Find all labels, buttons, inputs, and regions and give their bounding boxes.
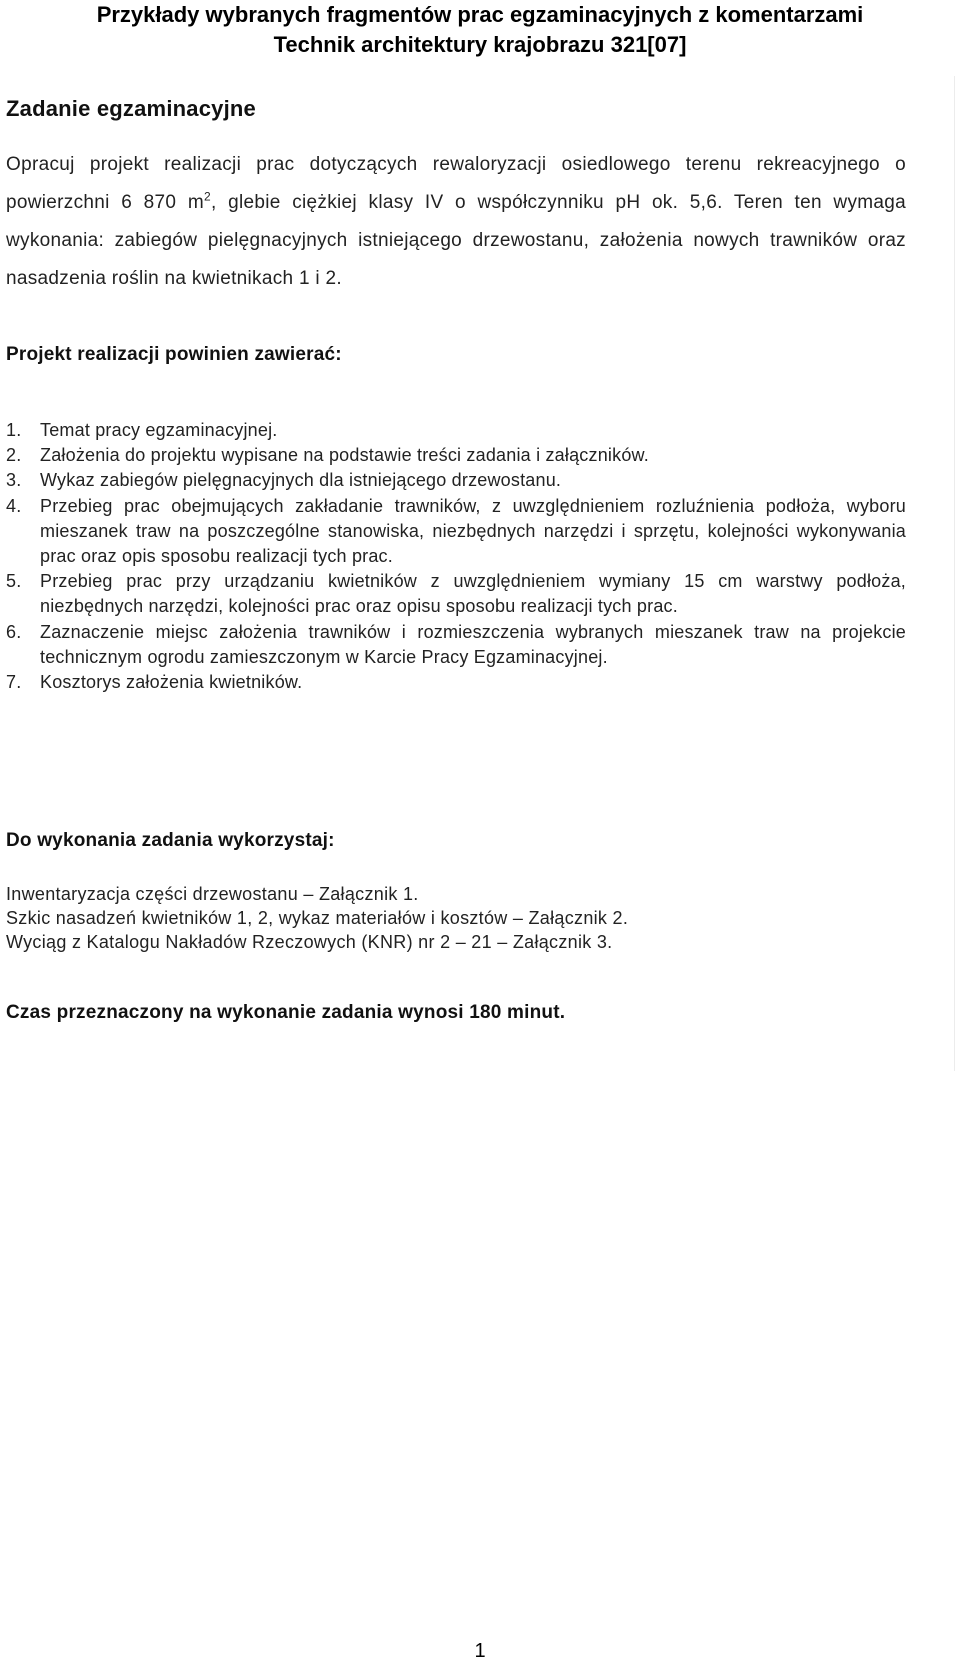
resources-list bbox=[6, 882, 628, 954]
list-item-number: 4. bbox=[6, 495, 22, 516]
list-item bbox=[6, 443, 906, 468]
scanned-exam-task bbox=[0, 76, 955, 1071]
list-item-number: 3. bbox=[6, 470, 22, 491]
list-item-text: Zaznaczenie miejsc założenia trawników i rozmieszczenia wybranych mieszanek traw na projekcie technicznym ogrodu zamieszczonym w Karcie Pracy Egzaminacyjnej. bbox=[40, 621, 906, 667]
list-item-text: Przebieg prac obejmujących zakładanie trawników, z uwzględnieniem rozluźnienia podłoża, wyboru mieszanek traw na poszczególne stanowiska, niezbędnych narzędzi i sprzętu, kolejności wykonywania prac oraz opis sposobu realizacji tych prac. bbox=[40, 495, 906, 567]
project-requirements-list bbox=[6, 418, 906, 695]
project-requirements-heading: Projekt realizacji powinien zawierać: bbox=[6, 344, 342, 365]
list-item-text: Założenia do projektu wypisane na podstawie treści zadania i załączników. bbox=[40, 445, 649, 466]
header-title: Przykłady wybranych fragmentów prac egzaminacyjnych z komentarzami bbox=[96, 2, 864, 27]
page-header bbox=[0, 0, 960, 60]
list-item-text: Temat pracy egzaminacyjnej. bbox=[40, 420, 278, 440]
resource-item: Inwentaryzacja części drzewostanu – Załącznik 1. bbox=[6, 884, 419, 904]
resource-item: Wyciąg z Katalogu Nakładów Rzeczowych (KNR) nr 2 – 21 – Załącznik 3. bbox=[6, 932, 613, 952]
task-title: Zadanie egzaminacyjne bbox=[6, 96, 256, 121]
task-description bbox=[6, 146, 906, 298]
list-item bbox=[6, 494, 906, 570]
list-item bbox=[6, 620, 906, 670]
list-item-number: 5. bbox=[6, 571, 22, 592]
list-item-number: 6. bbox=[6, 621, 22, 642]
list-item bbox=[6, 569, 906, 619]
resources-heading: Do wykonania zadania wykorzystaj: bbox=[6, 830, 335, 851]
list-item bbox=[6, 670, 906, 695]
page-number: 1 bbox=[474, 1640, 486, 1662]
list-item-number: 2. bbox=[6, 445, 22, 466]
area-unit-superscript: 2 bbox=[203, 189, 211, 204]
list-item bbox=[6, 418, 906, 443]
header-subtitle: Technik architektury krajobrazu 321[07] bbox=[273, 32, 687, 57]
list-item-text: Kosztorys założenia kwietników. bbox=[40, 672, 303, 693]
list-item bbox=[6, 468, 906, 493]
list-item-number: 1. bbox=[6, 420, 22, 440]
time-limit-note: Czas przeznaczony na wykonanie zadania wynosi 180 minut. bbox=[6, 1002, 566, 1023]
task-description-end: , glebie ciężkiej klasy IV o współczynniku pH ok. 5,6. Teren ten wymaga wykonania: zabiegów pielęgnacyjnych istniejącego drzewostanu, założenia nowych trawników oraz nasadzenia roślin na kwietnikach 1 i 2. bbox=[6, 192, 906, 289]
list-item-text: Przebieg prac przy urządzaniu kwietników z uwzględnieniem wymiany 15 cm warstwy podłoża, niezbędnych narzędzi, kolejności prac oraz opisu sposobu realizacji tych prac. bbox=[40, 571, 906, 617]
resource-item: Szkic nasadzeń kwietników 1, 2, wykaz materiałów i kosztów – Załącznik 2. bbox=[6, 908, 629, 928]
list-item-text: Wykaz zabiegów pielęgnacyjnych dla istniejącego drzewostanu. bbox=[40, 470, 562, 491]
task-description-start: Opracuj projekt realizacji prac dotyczących rewaloryzacji osiedlowego terenu rekreacyjnego o powierzchni 6 870 m bbox=[6, 154, 906, 213]
list-item-number: 7. bbox=[6, 672, 22, 693]
